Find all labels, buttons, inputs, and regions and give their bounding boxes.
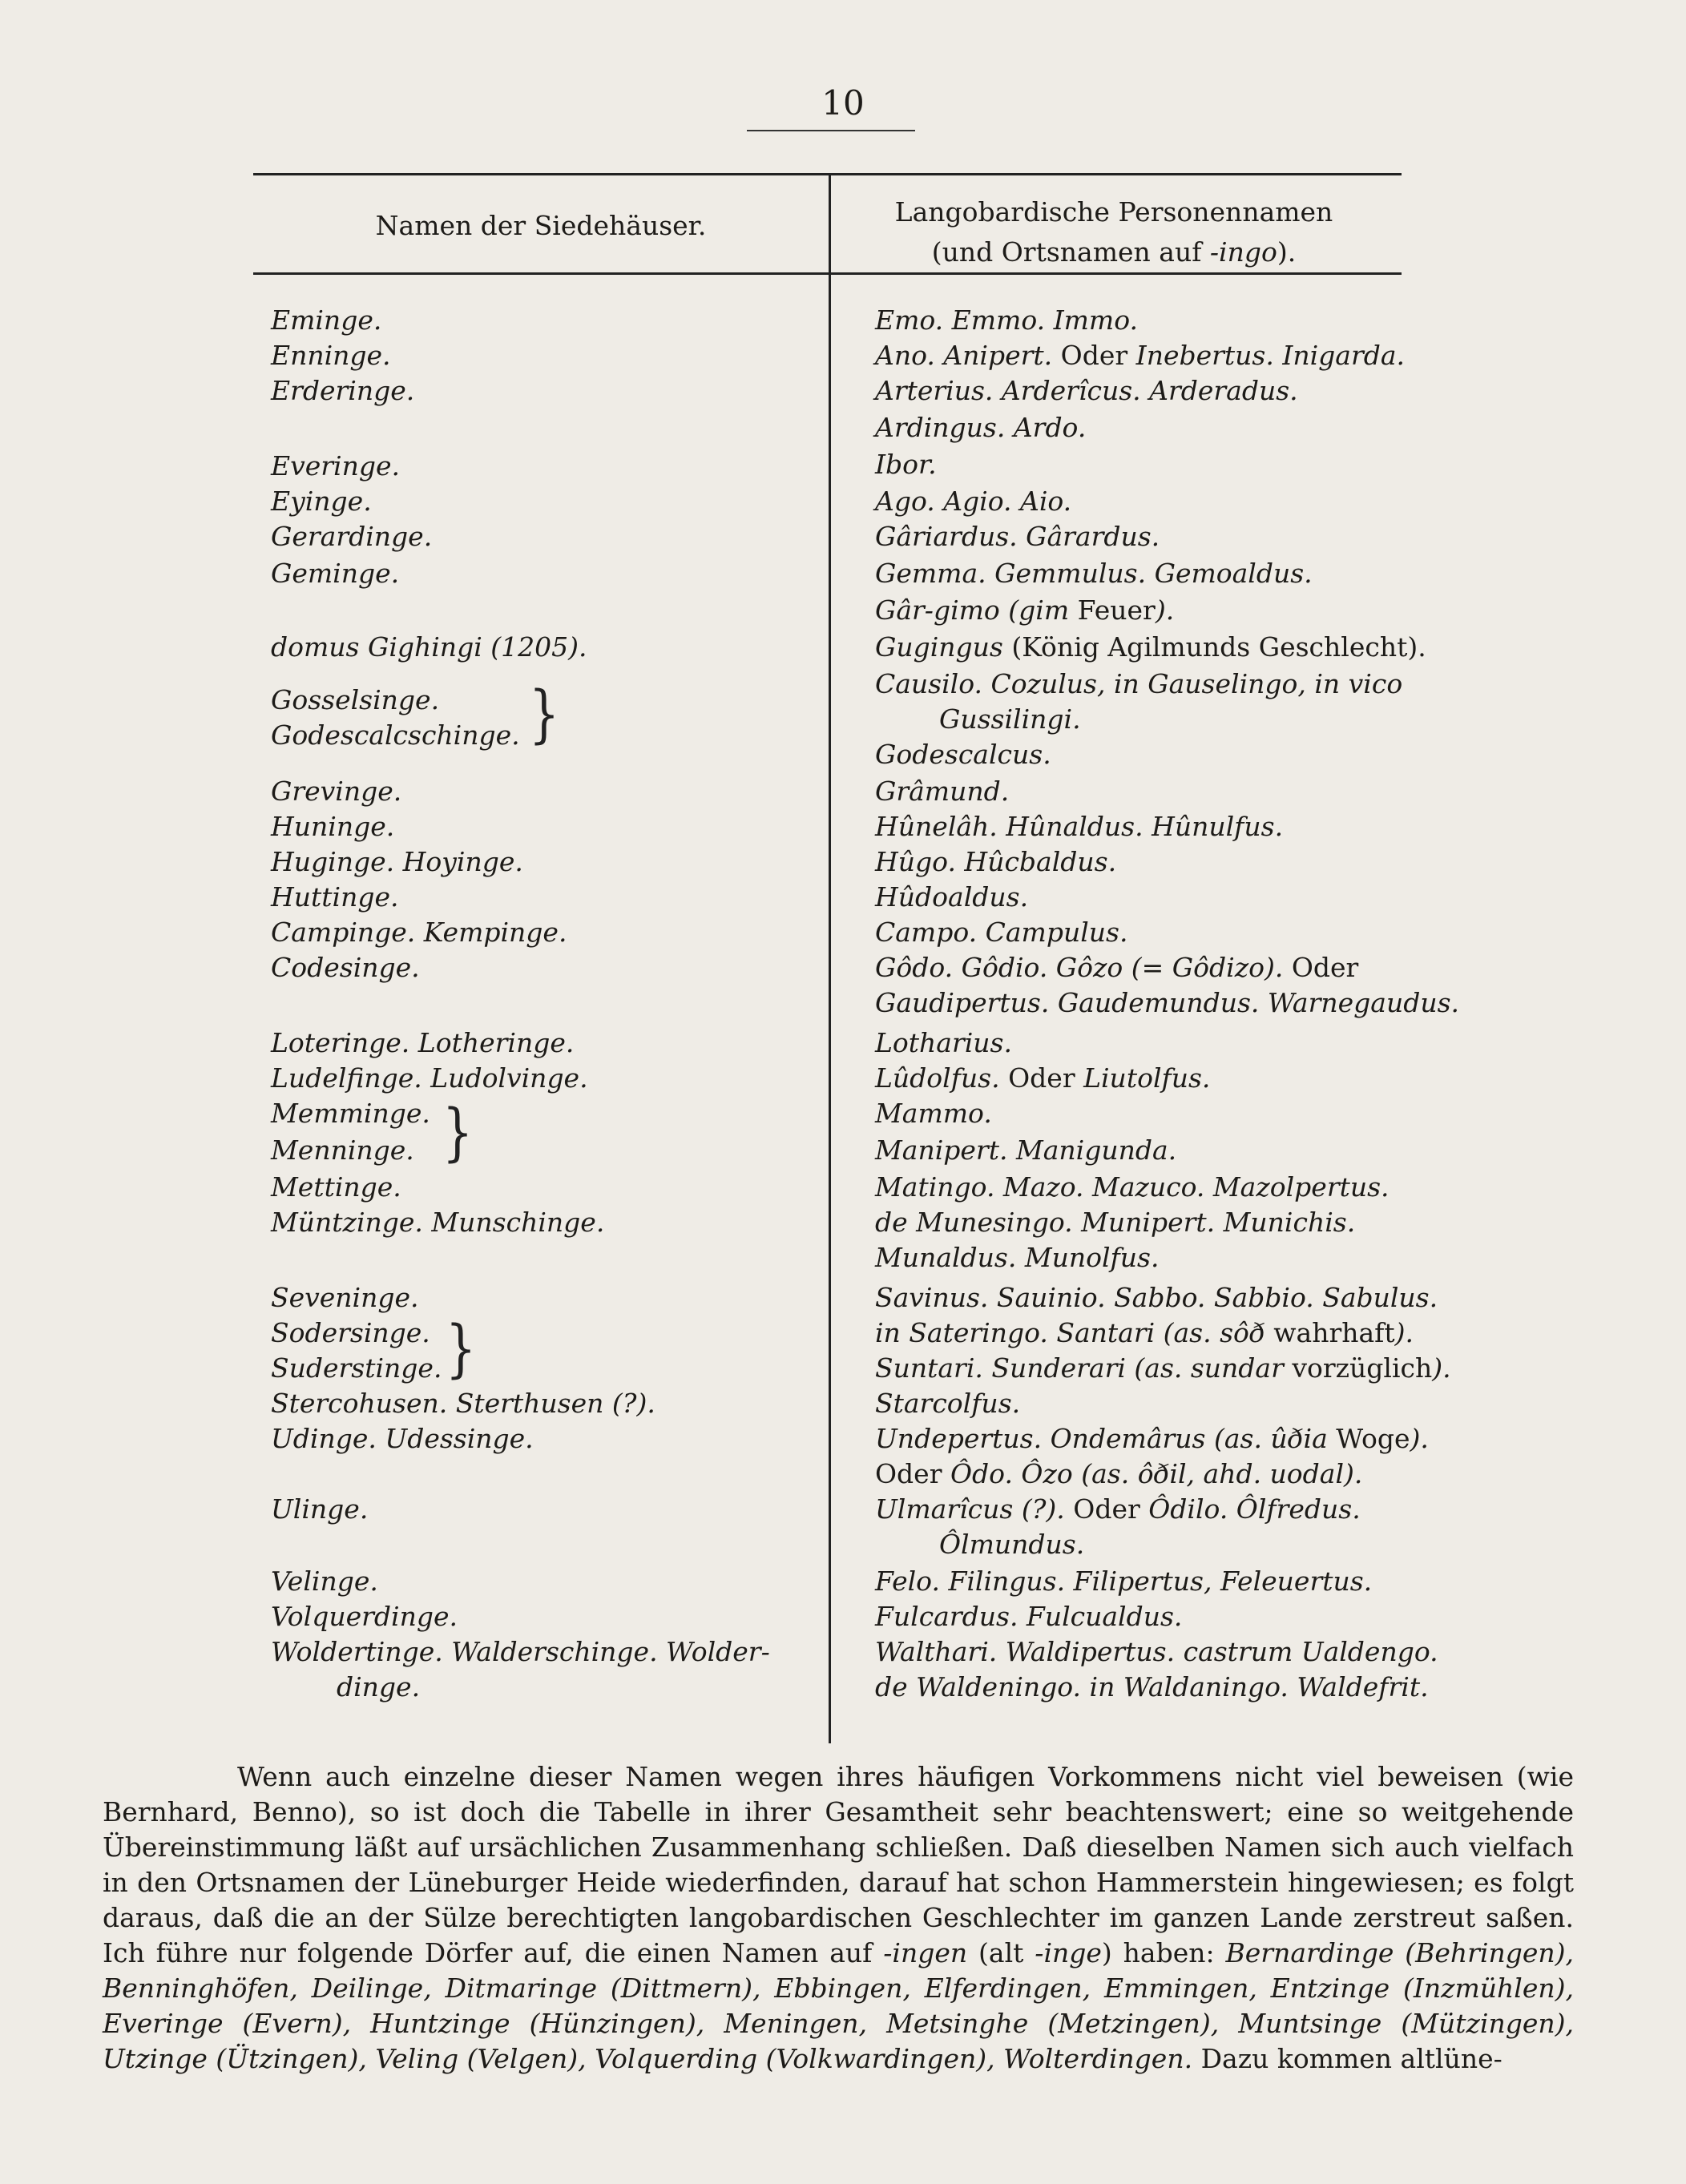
siedehaus-entry: Seveninge. xyxy=(271,1282,419,1313)
table-header-right-line-2 xyxy=(833,232,1394,272)
name: Ano. Anipert. xyxy=(875,340,1053,371)
suffix: -ingen xyxy=(883,1937,968,1968)
siedehaus-entry: dinge. xyxy=(337,1671,421,1702)
personenname-entry xyxy=(875,338,1405,373)
connector: Oder xyxy=(875,1458,942,1489)
text: ) haben: xyxy=(1101,1937,1226,1968)
personenname-entry: Hûnelâh. Hûnaldus. Hûnulfus. xyxy=(875,811,1284,842)
siedehaus-entry: Enninge. xyxy=(271,340,391,371)
page-number-rule xyxy=(747,130,915,131)
paragraph-line: Übereinstimmung läßt auf ursächlichen Zusammenhang schließen. Daß dieselben Namen sich auch vielfach xyxy=(103,1831,1574,1863)
paragraph-line xyxy=(103,2006,1574,2041)
paragraph-line xyxy=(103,1971,1574,2006)
punct: ). xyxy=(1155,594,1175,626)
personenname-entry: Ibor. xyxy=(875,449,937,480)
name: Ôdilo. Ôlfredus. xyxy=(1148,1493,1361,1525)
name: Suntari. Sunderari (as. sundar xyxy=(875,1352,1284,1384)
name: Gugingus xyxy=(875,631,1003,663)
table-header-right-line-1: Langobardische Personennamen xyxy=(894,196,1333,228)
siedehaus-entry: Ulinge. xyxy=(271,1493,369,1525)
personenname-entry: de Munesingo. Munipert. Munichis. xyxy=(875,1207,1356,1238)
personenname-entry: Gaudipertus. Gaudemundus. Warnegaudus. xyxy=(875,987,1459,1018)
personenname-entry: Felo. Filingus. Filipertus, Feleuertus. xyxy=(875,1565,1373,1597)
siedehaus-entry: Huginge. Hoyinge. xyxy=(271,846,523,877)
header-text: (und Ortsnamen auf xyxy=(931,236,1210,268)
personenname-entry xyxy=(875,593,1174,628)
siedehaus-entry: Codesinge. xyxy=(271,952,420,983)
personenname-entry: Fulcardus. Fulcualdus. xyxy=(875,1601,1183,1632)
header-text-end: ). xyxy=(1277,236,1297,268)
personenname-entry xyxy=(875,1457,1362,1492)
place-names: Benninghöfen, Deilinge, Ditmaringe (Dittmern), Ebbingen, Elferdingen, Emmingen, Entzinge (Inzmühlen), xyxy=(103,1972,1574,2004)
paragraph-line: in den Ortsnamen der Lüneburger Heide wiederfinden, darauf hat schon Hammerstein hingewiesen; es folgt xyxy=(103,1867,1574,1898)
gloss: (König Agilmunds Geschlecht). xyxy=(1011,631,1426,663)
personenname-entry: Godescalcus. xyxy=(875,739,1051,770)
siedehaus-entry: Volquerdinge. xyxy=(271,1601,458,1632)
siedehaus-entry: Campinge. Kempinge. xyxy=(271,917,567,948)
personenname-entry xyxy=(875,630,1426,665)
paragraph-line xyxy=(103,2041,1574,2077)
siedehaus-entry: Udinge. Udessinge. xyxy=(271,1423,534,1454)
connector: Oder xyxy=(1060,340,1128,371)
siedehaus-entry: Mettinge. xyxy=(271,1171,401,1203)
siedehaus-entry: Velinge. xyxy=(271,1565,378,1597)
siedehaus-entry: Memminge. xyxy=(271,1098,430,1129)
paragraph-line: Bernhard, Benno), so ist doch die Tabelle in ihrer Gesamtheit sehr beachtenswert; eine so weitgehende xyxy=(103,1796,1574,1827)
siedehaus-entry: Sodersinge. xyxy=(271,1317,430,1348)
personenname-entry: Hûdoaldus. xyxy=(875,881,1029,913)
siedehaus-entry: Erderinge. xyxy=(271,375,415,406)
body-paragraph xyxy=(103,1759,1574,2077)
table-top-rule xyxy=(253,173,1402,175)
personenname-entry: Lotharius. xyxy=(875,1027,1012,1058)
siedehaus-entry: Grevinge. xyxy=(271,776,402,807)
siedehaus-entry: Suderstinge. xyxy=(271,1352,442,1384)
siedehaus-entry: Gerardinge. xyxy=(271,521,433,552)
punct: ). xyxy=(1410,1423,1429,1454)
page-number: 10 xyxy=(821,83,865,123)
table-header-right xyxy=(833,192,1394,272)
paragraph-line xyxy=(103,1936,1574,1971)
punct: ). xyxy=(1394,1317,1414,1348)
table-column-divider xyxy=(829,173,831,1743)
siedehaus-entry: Huninge. xyxy=(271,811,395,842)
personenname-entry: Gussilingi. xyxy=(939,703,1081,735)
personenname-entry: Manipert. Manigunda. xyxy=(875,1134,1177,1166)
personenname-entry xyxy=(875,1316,1414,1351)
siedehaus-entry: Godescalcschinge. xyxy=(271,719,520,751)
gloss: wahrhaft xyxy=(1273,1317,1395,1348)
table-header-rule xyxy=(253,272,1402,275)
personenname-entry: Gâriardus. Gârardus. xyxy=(875,521,1160,552)
personenname-entry: Hûgo. Hûcbaldus. xyxy=(875,846,1117,877)
gloss: vorzüglich xyxy=(1292,1352,1433,1384)
place-name: Bernardinge (Behringen), xyxy=(1225,1937,1575,1968)
header-suffix: -ingo xyxy=(1209,236,1277,268)
text: Dazu kommen altlüne- xyxy=(1192,2043,1502,2074)
siedehaus-entry: Woldertinge. Walderschinge. Wolder- xyxy=(271,1636,770,1667)
siedehaus-entry: Menninge. xyxy=(271,1134,414,1166)
paragraph-line: daraus, daß die an der Sülze berechtigten langobardischen Geschlechter im ganzen Lande zerstreut saßen. xyxy=(103,1902,1574,1933)
personenname-entry: Emo. Emmo. Immo. xyxy=(875,304,1138,336)
personenname-entry: Ardingus. Ardo. xyxy=(875,412,1087,443)
name: Gâr-gimo (gim xyxy=(875,594,1070,626)
siedehaus-entry: Geminge. xyxy=(271,558,400,589)
personenname-entry xyxy=(875,1351,1451,1386)
siedehaus-entry: Huttinge. xyxy=(271,881,399,913)
personenname-entry xyxy=(875,950,1358,985)
personenname-entry: Starcolfus. xyxy=(875,1388,1021,1419)
personenname-entry: Savinus. Sauinio. Sabbo. Sabbio. Sabulus. xyxy=(875,1282,1438,1313)
siedehaus-entry: Eminge. xyxy=(271,304,382,336)
text: Ich führe nur folgende Dörfer auf, die einen Namen auf xyxy=(103,1937,884,1968)
personenname-entry: Walthari. Waldipertus. castrum Ualdengo. de Waldeningo. in Waldaningo. Waldefrit. xyxy=(875,1636,1438,1702)
text: (alt xyxy=(967,1937,1035,1968)
table-header-left: Namen der Siedehäuser. xyxy=(375,210,707,241)
personenname-entry: Ôlmundus. xyxy=(939,1529,1085,1560)
brace-icon: } xyxy=(529,678,560,752)
personenname-entry: Arterius. Arderîcus. Arderadus. xyxy=(875,375,1298,406)
personenname-entry xyxy=(875,1421,1429,1457)
personenname-entry: Causilo. Cozulus, in Gauselingo, in vico xyxy=(875,668,1403,699)
connector: Oder xyxy=(1291,952,1359,983)
personenname-entry: Campo. Campulus. xyxy=(875,917,1128,948)
name: Gôdo. Gôdio. Gôzo (= Gôdizo). xyxy=(875,952,1284,983)
place-names: Utzinge (Ützingen), Veling (Velgen), Volquerding (Volkwardingen), Wolterdingen. xyxy=(103,2043,1193,2074)
name: Ôdo. Ôzo (as. ôðil, ahd. uodal). xyxy=(950,1458,1363,1489)
siedehaus-entry: Loteringe. Lotheringe. xyxy=(271,1027,575,1058)
name: Liutolfus. xyxy=(1083,1062,1211,1094)
name: Inebertus. Inigarda. xyxy=(1135,340,1406,371)
siedehaus-entry: Everinge. xyxy=(271,450,400,482)
personenname-entry: Gemma. Gemmulus. Gemoaldus. xyxy=(875,558,1313,589)
siedehaus-entry: domus Gighingi (1205). xyxy=(271,631,587,663)
name: Ulmarîcus (?). xyxy=(875,1493,1065,1525)
siedehaus-entry: Ludelfinge. Ludolvinge. xyxy=(271,1062,588,1094)
gloss: Woge xyxy=(1336,1423,1410,1454)
name: Undepertus. Ondemârus (as. ûðia xyxy=(875,1423,1328,1454)
personenname-entry: Mammo. xyxy=(875,1098,992,1129)
connector: Oder xyxy=(1008,1062,1075,1094)
name: in Sateringo. Santari (as. sôð xyxy=(875,1317,1265,1348)
suffix: -inge xyxy=(1035,1937,1102,1968)
gloss: Feuer xyxy=(1077,594,1156,626)
brace-icon: } xyxy=(446,1312,477,1386)
siedehaus-entry: Stercohusen. Sterthusen (?). xyxy=(271,1388,655,1419)
personenname-entry: Grâmund. xyxy=(875,776,1010,807)
siedehaus-entry: Müntzinge. Munschinge. xyxy=(271,1207,605,1238)
punct: ). xyxy=(1432,1352,1451,1384)
paragraph-line: Wenn auch einzelne dieser Namen wegen ihres häufigen Vorkommens nicht viel beweisen (wie xyxy=(237,1761,1574,1792)
personenname-entry xyxy=(875,1492,1361,1527)
personenname-entry: Munaldus. Munolfus. xyxy=(875,1242,1160,1273)
siedehaus-entry: Gosselsinge. xyxy=(271,684,440,715)
name: Lûdolfus. xyxy=(875,1062,1000,1094)
personenname-entry: Matingo. Mazo. Mazuco. Mazolpertus. xyxy=(875,1171,1390,1203)
personenname-entry xyxy=(875,1061,1210,1096)
personenname-entry: Ago. Agio. Aio. xyxy=(875,486,1072,517)
connector: Oder xyxy=(1073,1493,1140,1525)
brace-icon: } xyxy=(442,1096,474,1170)
siedehaus-entry: Eyinge. xyxy=(271,486,372,517)
place-names: Everinge (Evern), Huntzinge (Hünzingen), Meningen, Metsinghe (Metzingen), Muntsinge (Mützingen), xyxy=(103,2008,1574,2039)
